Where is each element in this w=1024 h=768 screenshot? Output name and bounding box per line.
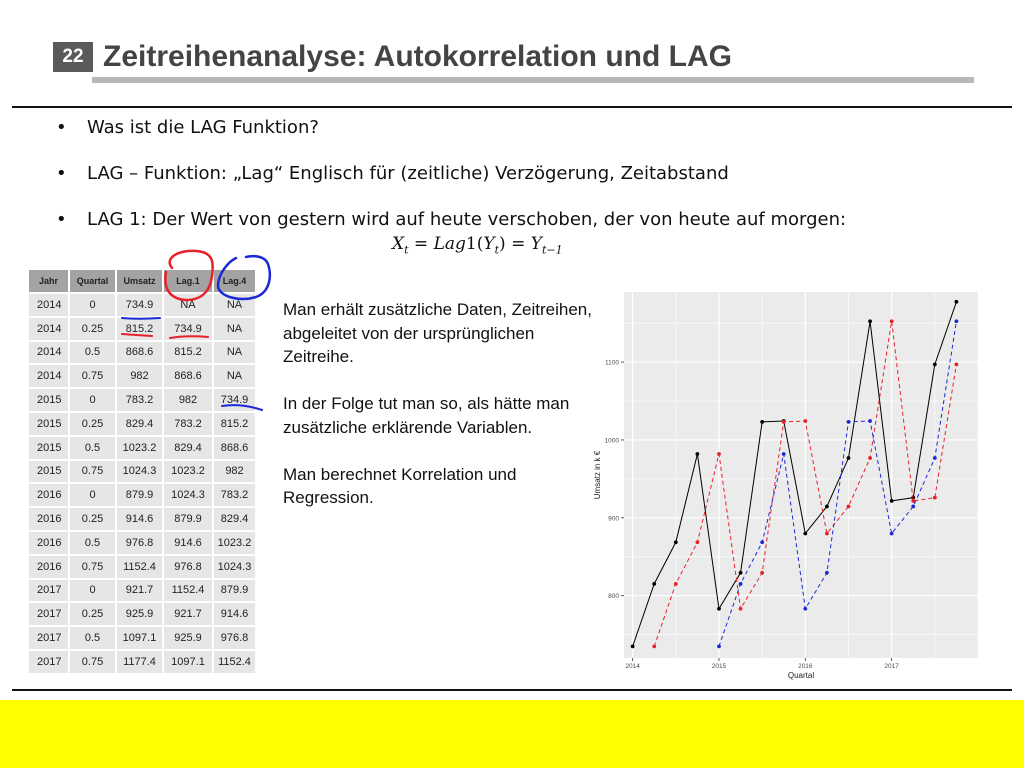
x-tick-label: 2014 xyxy=(625,663,640,670)
table-row xyxy=(29,342,255,364)
table-cell: 2015 xyxy=(29,413,68,435)
table-cell: 921.7 xyxy=(164,603,212,625)
data-point-lag-1 xyxy=(803,419,807,423)
table-row xyxy=(29,318,255,340)
bullet-text: Was ist die LAG Funktion? xyxy=(87,117,319,138)
data-point-lag-4 xyxy=(803,607,807,611)
table-cell: 2014 xyxy=(29,342,68,364)
table-cell: 2015 xyxy=(29,461,68,483)
table-cell: 1024.3 xyxy=(214,556,255,578)
table-row xyxy=(29,580,255,602)
table-row xyxy=(29,461,255,483)
table-cell: 2017 xyxy=(29,603,68,625)
data-point-lag-4 xyxy=(717,644,721,648)
formula-x-sub: t xyxy=(404,243,409,257)
table-cell: 734.9 xyxy=(164,318,212,340)
formula-y: Y xyxy=(483,234,495,254)
table-cell: 1024.3 xyxy=(117,461,162,483)
x-tick-label: 2016 xyxy=(798,663,813,670)
bullet-item xyxy=(56,116,976,140)
table-row xyxy=(29,484,255,506)
table-cell: 1177.4 xyxy=(117,651,162,673)
data-point-lag-1 xyxy=(760,571,764,575)
table-cell: 2017 xyxy=(29,651,68,673)
formula-paren-open: ( xyxy=(476,234,484,254)
data-point-lag-4 xyxy=(847,420,851,424)
table-cell: 976.8 xyxy=(117,532,162,554)
data-point-umsatz xyxy=(717,607,721,611)
column-header-lag4: Lag.4 xyxy=(214,270,255,292)
bullet-text: LAG – Funktion: „Lag“ Englisch für (zeitliche) Verzögerung, Zeitabstand xyxy=(87,163,729,184)
table-row xyxy=(29,651,255,673)
formula-y-sub: t xyxy=(494,243,500,257)
data-point-lag-4 xyxy=(782,452,786,456)
lag-line-chart xyxy=(590,290,990,685)
data-point-umsatz xyxy=(868,319,872,323)
data-point-umsatz xyxy=(955,300,959,304)
table-cell: 1097.1 xyxy=(164,651,212,673)
table-cell: 982 xyxy=(117,365,162,387)
table-cell: 879.9 xyxy=(164,508,212,530)
data-point-lag-4 xyxy=(890,532,894,536)
data-point-lag-1 xyxy=(890,319,894,323)
explanation-paragraph: In der Folge tut man so, als hätte man zusätzliche erklärende Variablen. xyxy=(283,394,570,437)
table-cell: 0 xyxy=(70,294,115,316)
data-point-lag-4 xyxy=(911,505,915,509)
table-cell: 914.6 xyxy=(117,508,162,530)
formula-y2-sub: t−1 xyxy=(541,243,563,257)
table-cell: 1023.2 xyxy=(117,437,162,459)
table-cell: 0.25 xyxy=(70,508,115,530)
table-cell: 829.4 xyxy=(164,437,212,459)
table-cell: 1097.1 xyxy=(117,627,162,649)
data-point-lag-1 xyxy=(695,540,699,544)
table-cell: 2016 xyxy=(29,484,68,506)
table-cell: 982 xyxy=(214,461,255,483)
table-cell: 976.8 xyxy=(214,627,255,649)
data-point-lag-1 xyxy=(847,505,851,509)
table-cell: 0.75 xyxy=(70,365,115,387)
table-cell: 879.9 xyxy=(214,580,255,602)
table-cell: 815.2 xyxy=(117,318,162,340)
table-cell: 0.5 xyxy=(70,627,115,649)
data-point-lag-1 xyxy=(674,582,678,586)
data-point-lag-1 xyxy=(825,532,829,536)
data-point-lag-4 xyxy=(825,571,829,575)
table-cell: 829.4 xyxy=(117,413,162,435)
y-tick-label: 1000 xyxy=(604,437,619,445)
table-cell: 982 xyxy=(164,389,212,411)
table-cell: 0 xyxy=(70,580,115,602)
footer-band xyxy=(0,700,1024,768)
column-header-lag1: Lag.1 xyxy=(164,270,212,292)
bullet-marker: • xyxy=(56,209,67,230)
data-point-lag-1 xyxy=(652,644,656,648)
table-cell: NA xyxy=(214,318,255,340)
table-cell: 1024.3 xyxy=(164,484,212,506)
data-point-umsatz xyxy=(760,420,764,424)
y-axis-label: Umsatz in k € xyxy=(593,450,602,500)
x-axis-label: Quartal xyxy=(787,671,815,680)
table-cell: 783.2 xyxy=(164,413,212,435)
table-cell: 2015 xyxy=(29,389,68,411)
formula-eq1: = xyxy=(408,234,434,254)
data-point-lag-1 xyxy=(933,496,937,500)
bullet-item xyxy=(56,162,976,186)
table-cell: NA xyxy=(214,294,255,316)
table-cell: 2016 xyxy=(29,508,68,530)
data-point-lag-1 xyxy=(955,362,959,366)
table-cell: 0.75 xyxy=(70,651,115,673)
table-cell: NA xyxy=(214,365,255,387)
table-row xyxy=(29,556,255,578)
data-point-umsatz xyxy=(695,452,699,456)
table-cell: 2016 xyxy=(29,532,68,554)
bullet-text: LAG 1: Der Wert von gestern wird auf heute verschoben, der von heute auf morgen: xyxy=(87,209,847,230)
table-cell: 925.9 xyxy=(164,627,212,649)
table-cell: 868.6 xyxy=(117,342,162,364)
table-row xyxy=(29,365,255,387)
slide-number: 22 xyxy=(53,42,93,72)
formula-one: 1 xyxy=(465,234,477,254)
table-cell: 914.6 xyxy=(214,603,255,625)
table-row xyxy=(29,532,255,554)
plot-panel xyxy=(624,292,978,658)
formula-lag: Lag xyxy=(433,234,466,254)
table-cell: 976.8 xyxy=(164,556,212,578)
table-cell: 0.25 xyxy=(70,318,115,340)
table-cell: 734.9 xyxy=(117,294,162,316)
x-tick-label: 2015 xyxy=(711,663,727,670)
data-point-umsatz xyxy=(933,362,937,366)
table-row xyxy=(29,294,255,316)
bullet-marker: • xyxy=(56,117,67,138)
data-point-umsatz xyxy=(674,540,678,544)
table-cell: 1152.4 xyxy=(214,651,255,673)
data-point-umsatz xyxy=(847,456,851,460)
table-cell: 1023.2 xyxy=(214,532,255,554)
table-row xyxy=(29,627,255,649)
title-underline xyxy=(92,77,974,83)
y-tick-label: 900 xyxy=(608,515,619,523)
table-header-row xyxy=(29,270,255,292)
table-cell: 1152.4 xyxy=(164,580,212,602)
table-cell: 0.5 xyxy=(70,437,115,459)
table-cell: 868.6 xyxy=(164,365,212,387)
data-point-lag-4 xyxy=(760,540,764,544)
table-cell: 2014 xyxy=(29,318,68,340)
table-cell: 925.9 xyxy=(117,603,162,625)
table-cell: 829.4 xyxy=(214,508,255,530)
formula-paren-close: ) xyxy=(499,234,506,254)
table-row xyxy=(29,508,255,530)
explanation-paragraph: Man erhält zusätzliche Daten, Zeitreihen, abgeleitet von der ursprünglichen Zeitreihe. xyxy=(283,300,592,366)
data-point-lag-1 xyxy=(782,420,786,424)
table-cell: 0.75 xyxy=(70,556,115,578)
table-cell: 0.5 xyxy=(70,342,115,364)
table-cell: 914.6 xyxy=(164,532,212,554)
table-cell: 1023.2 xyxy=(164,461,212,483)
table-cell: 815.2 xyxy=(164,342,212,364)
explanation-text xyxy=(283,298,603,533)
table-cell: 783.2 xyxy=(117,389,162,411)
data-point-lag-1 xyxy=(868,456,872,460)
bullet-item xyxy=(56,208,976,232)
table-cell: 0.75 xyxy=(70,461,115,483)
table-cell: 2016 xyxy=(29,556,68,578)
top-divider xyxy=(12,106,1012,108)
y-tick-label: 800 xyxy=(608,593,619,601)
data-point-lag-1 xyxy=(717,452,721,456)
table-row xyxy=(29,437,255,459)
table-cell: NA xyxy=(164,294,212,316)
formula-y2: Y xyxy=(530,234,542,254)
data-point-umsatz xyxy=(890,499,894,503)
table-cell: 0 xyxy=(70,484,115,506)
column-header-jahr: Jahr xyxy=(29,270,68,292)
data-point-umsatz xyxy=(652,582,656,586)
table-cell: 2017 xyxy=(29,580,68,602)
table-cell: 879.9 xyxy=(117,484,162,506)
data-point-lag-4 xyxy=(739,582,743,586)
data-point-lag-4 xyxy=(955,319,959,323)
bottom-divider xyxy=(12,689,1012,691)
formula-x: X xyxy=(392,234,405,254)
y-tick-label: 1100 xyxy=(605,359,619,367)
data-point-lag-4 xyxy=(933,456,937,460)
table-cell: 2014 xyxy=(29,365,68,387)
table-cell: 0.5 xyxy=(70,532,115,554)
data-point-umsatz xyxy=(739,571,743,575)
data-point-umsatz xyxy=(803,532,807,536)
table-cell: 2014 xyxy=(29,294,68,316)
slide-title: Zeitreihenanalyse: Autokorrelation und LAG xyxy=(103,40,732,73)
table-cell: 2017 xyxy=(29,627,68,649)
table-cell: 734.9 xyxy=(214,389,255,411)
bullet-marker: • xyxy=(56,163,67,184)
lag-formula xyxy=(392,234,563,256)
formula-eq2: = xyxy=(505,234,531,254)
table-row xyxy=(29,389,255,411)
table-cell: 783.2 xyxy=(214,484,255,506)
table-cell: 815.2 xyxy=(214,413,255,435)
table-cell: 0 xyxy=(70,389,115,411)
column-header-umsatz: Umsatz xyxy=(117,270,162,292)
lag-data-table xyxy=(27,268,257,675)
table-cell: 2015 xyxy=(29,437,68,459)
table-cell: 921.7 xyxy=(117,580,162,602)
data-point-umsatz xyxy=(631,644,635,648)
column-header-quartal: Quartal xyxy=(70,270,115,292)
table-cell: 0.25 xyxy=(70,413,115,435)
table-row xyxy=(29,603,255,625)
table-cell: 868.6 xyxy=(214,437,255,459)
table-row xyxy=(29,413,255,435)
table-cell: NA xyxy=(214,342,255,364)
table-cell: 0.25 xyxy=(70,603,115,625)
explanation-paragraph: Man berechnet Korrelation und Regression. xyxy=(283,464,517,507)
data-point-umsatz xyxy=(825,505,829,509)
data-point-lag-1 xyxy=(739,607,743,611)
data-point-lag-4 xyxy=(868,419,872,423)
table-cell: 1152.4 xyxy=(117,556,162,578)
x-tick-label: 2017 xyxy=(884,663,899,670)
